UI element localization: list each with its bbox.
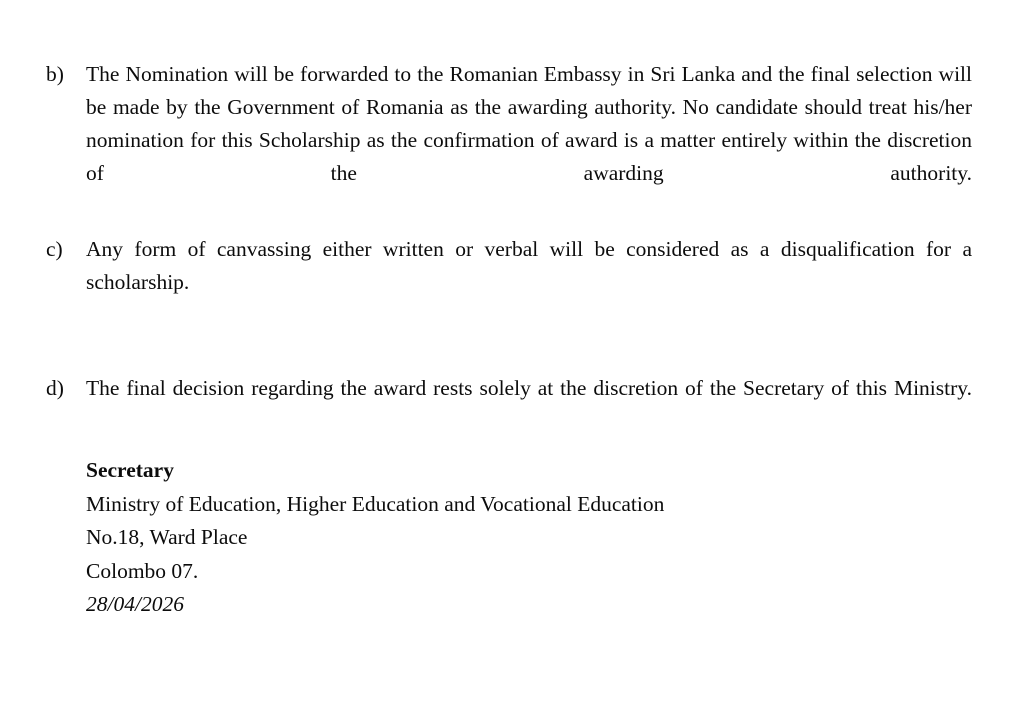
signatory-organisation: Ministry of Education, Higher Education and Vocational Education: [86, 491, 665, 516]
clause-item-d: [46, 372, 972, 438]
signatory-date: 28/04/2026: [86, 592, 184, 616]
clause-list: [46, 58, 972, 438]
signatory-title: Secretary: [86, 458, 174, 482]
clause-marker-b: b): [46, 62, 64, 86]
clause-marker-d: d): [46, 376, 64, 400]
clause-text-d: The final decision regarding the award rests solely at the discretion of the Secretary of this Ministry.: [86, 376, 972, 400]
signatory-address-line-1: No.18, Ward Place: [86, 525, 248, 549]
clause-text-b: The Nomination will be forwarded to the Romanian Embassy in Sri Lanka and the final selection will be made by the Government of Romania as the awarding authority. No candidate should treat his/her nomination for this Scholarship as the confirmation of award is a matter entirely within the discretion of the awarding authority.: [86, 62, 972, 185]
clause-item-b: [46, 58, 972, 223]
clause-text-c: Any form of canvassing either written or verbal will be considered as a disqualification for a scholarship.: [86, 237, 972, 294]
clause-item-c: [46, 233, 972, 332]
signature-block: [86, 454, 664, 622]
signatory-address-line-2: Colombo 07.: [86, 558, 199, 583]
clause-marker-c: c): [46, 237, 63, 261]
